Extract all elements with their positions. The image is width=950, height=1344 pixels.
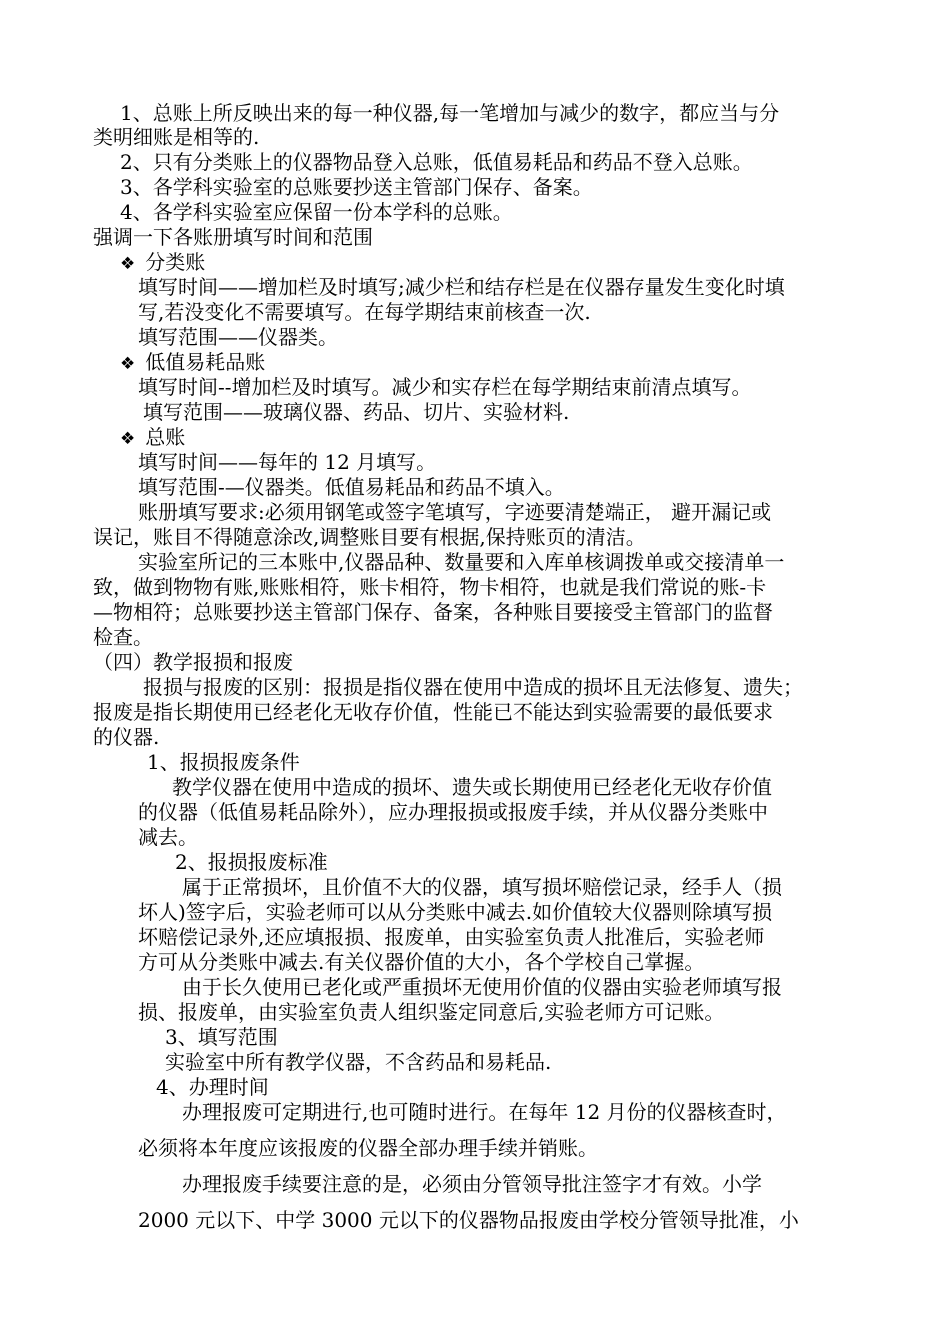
bullet-consumables-ledger bbox=[120, 350, 265, 376]
final-line-2: 2000 元以下、中学 3000 元以下的仪器物品报废由学校分管领导批准，小 bbox=[138, 1208, 799, 1232]
rule-4: 4、各学科实验室应保留一份本学科的总账。 bbox=[120, 200, 513, 224]
section-4-heading: （四）教学报损和报废 bbox=[93, 650, 293, 674]
standards-line-6: 损、报废单，由实验室负责人组织鉴定同意后,实验老师方可记账。 bbox=[138, 1000, 725, 1024]
standards-heading: 2、报损报废标准 bbox=[175, 850, 328, 874]
rule-3: 3、各学科实验室的总账要抄送主管部门保存、备案。 bbox=[120, 175, 593, 199]
rule-2: 2、只有分类账上的仪器物品登入总账，低值易耗品和药品不登入总账。 bbox=[120, 150, 753, 174]
diamond-bullet-icon: ❖ bbox=[120, 254, 136, 274]
category-time-line-1: 填写时间——增加栏及时填写;减少栏和结存栏是在仪器存量发生变化时填 bbox=[138, 275, 785, 299]
difference-line-2: 报废是指长期使用已经老化无收存价值，性能已不能达到实验需要的最低要求 bbox=[93, 700, 773, 724]
rule-1-line-1: 1、总账上所反映出来的每一种仪器,每一笔增加与减少的数字，都应当与分 bbox=[120, 101, 780, 125]
difference-line-1: 报损与报废的区别：报损是指仪器在使用中造成的损坏且无法修复、遗失； bbox=[143, 675, 803, 699]
conditions-line-1: 教学仪器在使用中造成的损坏、遗失或长期使用已经老化无收存价值 bbox=[172, 775, 772, 799]
consumables-time: 填写时间--增加栏及时填写。减少和实存栏在每学期结束前清点填写。 bbox=[138, 375, 752, 399]
diamond-bullet-icon: ❖ bbox=[120, 429, 136, 449]
consistency-line-2: 致，做到物物有账,账账相符，账卡相符，物卡相符，也就是我们常说的账-卡 bbox=[93, 575, 767, 599]
final-line-1: 办理报废手续要注意的是，必须由分管领导批注签字才有效。小学 bbox=[182, 1172, 762, 1196]
scope-heading: 3、填写范围 bbox=[165, 1025, 278, 1049]
emphasis-heading: 强调一下各账册填写时间和范围 bbox=[93, 225, 373, 249]
conditions-line-3: 减去。 bbox=[138, 825, 198, 849]
bullet-general-ledger bbox=[120, 425, 185, 451]
scope-text: 实验室中所有教学仪器，不含药品和易耗品. bbox=[165, 1050, 552, 1074]
consumables-scope: 填写范围——玻璃仪器、药品、切片、实验材料. bbox=[143, 400, 570, 424]
general-ledger-title: 总账 bbox=[145, 425, 186, 449]
time-heading: 4、办理时间 bbox=[156, 1075, 269, 1099]
requirements-line-2: 误记，账目不得随意涂改,调整账目要有根据,保持账页的清洁。 bbox=[93, 525, 646, 549]
category-scope: 填写范围——仪器类。 bbox=[138, 325, 338, 349]
consistency-line-1: 实验室所记的三本账中,仪器品种、数量要和入库单核调拨单或交接清单一 bbox=[138, 550, 785, 574]
time-line-1: 办理报废可定期进行,也可随时进行。在每年 12 月份的仪器核查时， bbox=[182, 1100, 787, 1124]
difference-line-3: 的仪器. bbox=[93, 725, 160, 749]
general-scope: 填写范围-—仪器类。低值易耗品和药品不填入。 bbox=[138, 475, 565, 499]
general-time: 填写时间——每年的 12 月填写。 bbox=[138, 450, 437, 474]
time-line-2: 必须将本年度应该报废的仪器全部办理手续并销账。 bbox=[138, 1136, 598, 1160]
category-ledger-title: 分类账 bbox=[145, 250, 206, 274]
conditions-heading: 1、报损报废条件 bbox=[147, 750, 300, 774]
bullet-category-ledger bbox=[120, 250, 205, 276]
consumables-ledger-title: 低值易耗品账 bbox=[145, 350, 266, 374]
standards-line-1: 属于正常损坏，且价值不大的仪器，填写损坏赔偿记录，经手人（损 bbox=[182, 875, 782, 899]
category-time-line-2: 写,若没变化不需要填写。在每学期结束前核查一次. bbox=[138, 300, 591, 324]
rule-1-line-2: 类明细账是相等的. bbox=[93, 125, 260, 149]
standards-line-5: 由于长久使用已老化或严重损坏无使用价值的仪器由实验老师填写报 bbox=[182, 975, 782, 999]
consistency-line-3: —物相符；总账要抄送主管部门保存、备案，各种账目要接受主管部门的监督 bbox=[93, 600, 773, 624]
standards-line-2: 坏人)签字后，实验老师可以从分类账中减去.如价值较大仪器则除填写损 bbox=[138, 900, 773, 924]
consistency-line-4: 检查。 bbox=[93, 625, 153, 649]
requirements-line-1: 账册填写要求:必须用钢笔或签字笔填写，字迹要清楚端正， 避开漏记或 bbox=[138, 500, 772, 524]
standards-line-4: 方可从分类账中减去.有关仪器价值的大小，各个学校自己掌握。 bbox=[138, 950, 705, 974]
diamond-bullet-icon: ❖ bbox=[120, 354, 136, 374]
conditions-line-2: 的仪器（低值易耗品除外），应办理报损或报废手续，并从仪器分类账中 bbox=[138, 800, 768, 824]
standards-line-3: 坏赔偿记录外,还应填报损、报废单，由实验室负责人批准后，实验老师 bbox=[138, 925, 765, 949]
